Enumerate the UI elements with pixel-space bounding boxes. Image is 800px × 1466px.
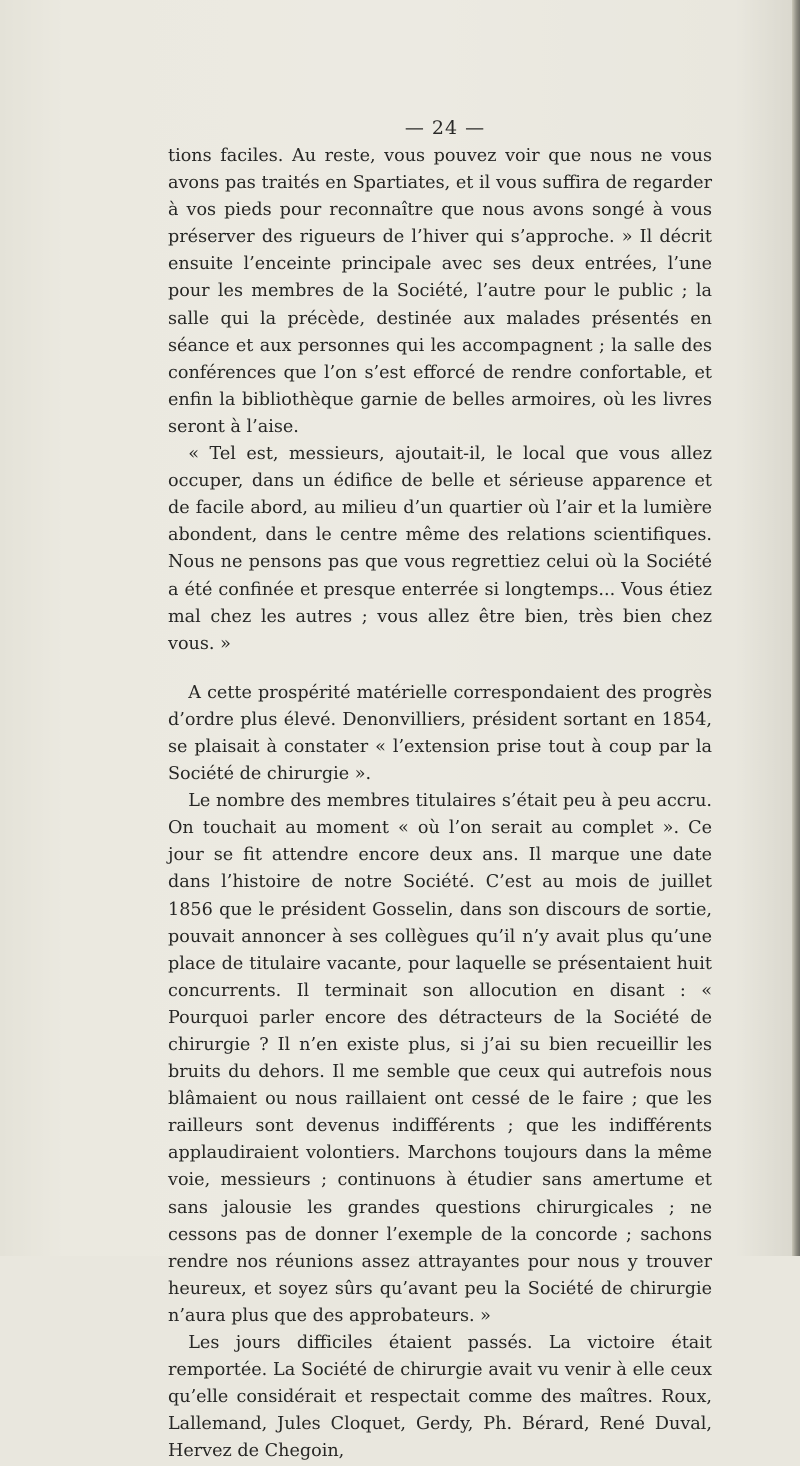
paragraph-3: A cette prospérité matérielle correspondaient des progrès d’ordre plus élevé. Denonvilliers, président sortant en 1854, se plaisait à constater « l’extension prise tout à coup par la Société de chirurgie ». — [168, 682, 712, 785]
body-text — [168, 143, 712, 1466]
paragraph-5: Les jours difficiles étaient passés. La victoire était remportée. La Société de chirurgie avait vu venir à elle ceux qu’elle considérait et respectait comme des maîtres. Roux, Lallemand, Jules Cloquet, Gerdy, Ph. Bérard, René Duval, Hervez de Chegoin, — [168, 1333, 712, 1462]
page-number: — 24 — — [404, 117, 486, 139]
paragraph-2: « Tel est, messieurs, ajoutait-il, le local que vous allez occuper, dans un édifice de belle et sérieuse apparence et de facile abord, au milieu d’un quartier où l’air et la lumière abondent, dans le centre même des relations scientifiques. Nous ne pensons pas que vous regrettiez celui où la Société a été confinée et presque enterrée si longtemps... Vous étiez mal chez les autres ; vous allez être bien, très bien chez vous. » — [168, 444, 712, 654]
paragraph-1: tions faciles. Au reste, vous pouvez voir que nous ne vous avons pas traités en Spartiates, et il vous suffira de regarder à vos pieds pour reconnaître que nous avons songé à vous préserver des rigueurs de l’hiver qui s’approche. » Il décrit ensuite l’enceinte principale avec ses deux entrées, l’une pour les membres de la Société, l’autre pour le public ; la salle qui la précède, destinée aux malades présentés en séance et aux personnes qui les accompagnent ; la salle des conférences que l’on s’est efforcé de rendre confortable, et enfin la bibliothèque garnie de belles armoires, où les livres seront à l’aise. — [168, 146, 712, 437]
paragraph-4: Le nombre des membres titulaires s’était peu à peu accru. On touchait au moment « où l’on serait au complet ». Ce jour se fit attendre encore deux ans. Il marque une date dans l’histoire de notre Société. C’est au mois de juillet 1856 que le président Gosselin, dans son discours de sortie, pouvait annoncer à ses collègues qu’il n’y avait plus qu’une place de titulaire vacante, pour laquelle se présentaient huit concurrents. Il terminait son allocution en disant : « Pourquoi parler encore des détracteurs de la Société de chirurgie ? Il n’en existe plus, si j’ai su bien recueillir les bruits du dehors. Il me semble que ceux qui autrefois nous blâmaient ou nous raillaient ont cessé de le faire ; que les railleurs sont devenus indifférents ; que les indifférents applaudiraient volontiers. Marchons toujours dans la même voie, messieurs ; continuons à étudier sans amertume et sans jalousie les grandes questions chirurgicales ; ne cessons pas de donner l’exemple de la concorde ; sachons rendre nos réunions assez attrayantes pour nous y trouver heureux, et soyez sûrs qu’avant peu la Société de chirurgie n’aura plus que des approbateurs. » — [168, 791, 712, 1326]
page-edge-shadow — [792, 0, 800, 1256]
